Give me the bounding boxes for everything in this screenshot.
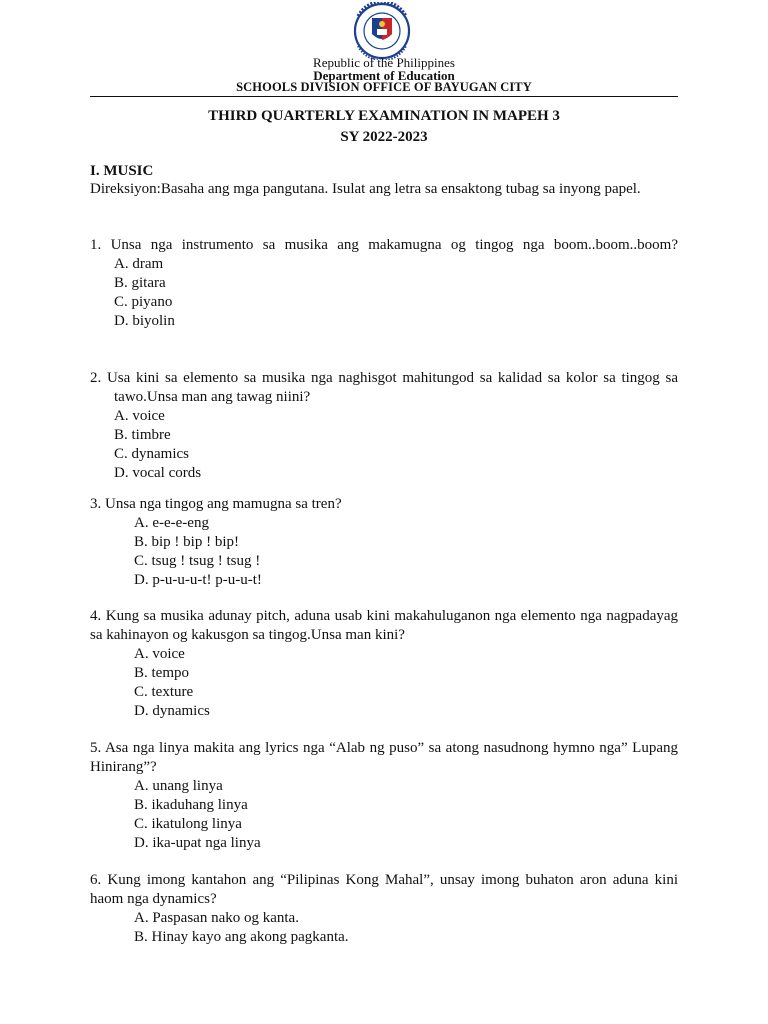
directions-text: Direksiyon:Basaha ang mga pangutana. Isulat ang letra sa ensaktong tubag sa inyong papel. <box>90 181 641 197</box>
question-4 <box>90 607 678 721</box>
question-text: 1. Unsa nga instrumento sa musika ang makamugna og tingog nga boom..boom..boom? <box>90 237 679 253</box>
exam-title: THIRD QUARTERLY EXAMINATION IN MAPEH 3 <box>208 108 560 124</box>
header-division: SCHOOLS DIVISION OFFICE OF BAYUGAN CITY <box>236 80 532 94</box>
option-d: D. biyolin <box>114 313 175 329</box>
option-b: B. Hinay kayo ang akong pagkanta. <box>134 929 349 945</box>
section-heading: I. MUSIC <box>90 163 154 179</box>
option-a: A. voice <box>134 646 185 662</box>
question-text: 6. Kung imong kantahon ang “Pilipinas Kong Mahal”, unsay imong buhaton aron aduna kini haom nga dynamics? <box>90 872 678 907</box>
option-b: B. tempo <box>134 665 189 681</box>
question-text: 3. Unsa nga tingog ang mamugna sa tren? <box>90 496 342 512</box>
option-c: C. texture <box>134 684 194 700</box>
question-5 <box>90 739 678 853</box>
option-d: D. ika-upat nga linya <box>134 835 261 851</box>
question-1 <box>90 236 678 331</box>
option-a: A. dram <box>114 256 164 272</box>
option-c: C. dynamics <box>114 446 189 462</box>
option-b: B. gitara <box>114 275 166 291</box>
option-c: C. piyano <box>114 294 173 310</box>
school-year: SY 2022-2023 <box>340 129 428 145</box>
option-b: B. ikaduhang linya <box>134 797 248 813</box>
option-a: A. e-e-e-eng <box>134 515 209 531</box>
question-text: 2. Usa kini sa elemento sa musika nga naghisgot mahitungod sa kalidad sa kolor sa tingog sa tawo.Unsa man ang tawag niini? <box>90 370 678 405</box>
option-d: D. dynamics <box>134 703 210 719</box>
header-republic: Republic of the Philippines <box>313 55 455 70</box>
option-a: A. unang linya <box>134 778 223 794</box>
question-text: 4. Kung sa musika adunay pitch, aduna usab kini makahuluganon nga elemento nga nagpadayag sa kahinayon og kakusgon sa tingog.Unsa man kini? <box>90 608 679 643</box>
question-2 <box>90 369 678 483</box>
option-a: A. voice <box>114 408 165 424</box>
option-c: C. ikatulong linya <box>134 816 242 832</box>
question-text: 5. Asa nga linya makita ang lyrics nga “Alab ng puso” sa atong nasudnong hymno nga” Lupang Hinirang”? <box>90 740 678 775</box>
option-d: D. p-u-u-u-t! p-u-u-t! <box>134 572 262 588</box>
option-d: D. vocal cords <box>114 465 202 481</box>
header-department: Department of Education <box>313 68 455 83</box>
option-a: A. Paspasan nako og kanta. <box>134 910 299 926</box>
question-3 <box>90 495 678 590</box>
header-divider <box>90 96 678 97</box>
option-b: B. timbre <box>114 427 171 443</box>
option-b: B. bip ! bip ! bip! <box>134 534 239 550</box>
deped-seal-logo <box>344 2 420 60</box>
question-6 <box>90 871 678 947</box>
option-c: C. tsug ! tsug ! tsug ! <box>134 553 261 569</box>
